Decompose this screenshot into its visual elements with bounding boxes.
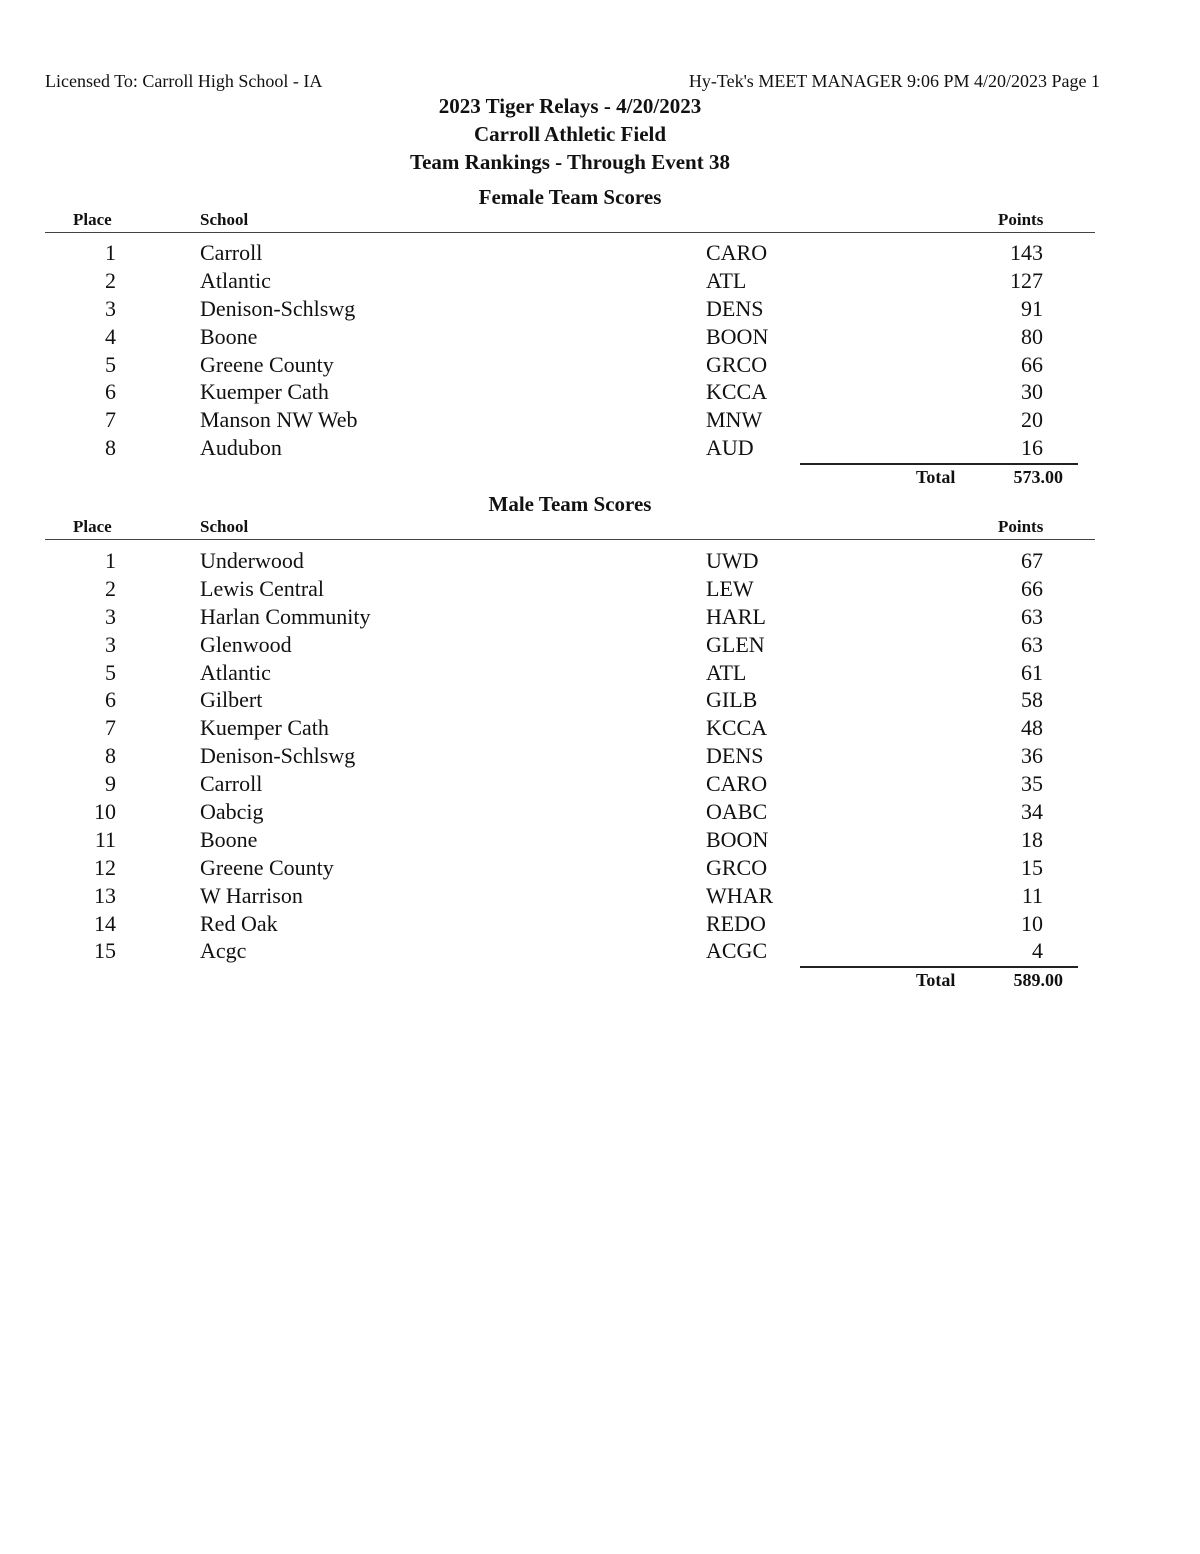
- male-header-rule: [45, 539, 1095, 540]
- code-cell: GRCO: [706, 854, 768, 880]
- points-cell: 143: [1010, 240, 1043, 265]
- female-total-rule: [800, 463, 1078, 465]
- code-cell: KCCA: [706, 379, 768, 405]
- place-cell: 4: [105, 323, 116, 349]
- place-cell: 9: [105, 771, 116, 797]
- male-col-school: School: [200, 517, 249, 536]
- code-cell: GILB: [706, 687, 758, 713]
- code-cell: AUD: [706, 435, 754, 461]
- male-col-points: Points: [998, 517, 1044, 536]
- place-cell: 3: [105, 603, 116, 629]
- female-section-title: Female Team Scores: [478, 185, 662, 209]
- code-cell: MNW: [706, 407, 763, 433]
- points-cell: 127: [1010, 267, 1043, 293]
- school-cell: Acgc: [200, 938, 247, 964]
- code-cell: REDO: [706, 910, 766, 936]
- school-cell: Red Oak: [200, 910, 278, 936]
- points-cell: 48: [1021, 715, 1043, 741]
- software-timestamp-line: Hy-Tek's MEET MANAGER 9:06 PM 4/20/2023 Page 1: [688, 71, 1100, 91]
- points-cell: 30: [1021, 379, 1043, 405]
- school-cell: Audubon: [200, 435, 282, 461]
- code-cell: DENS: [706, 743, 764, 769]
- table-row: [0, 742, 1200, 770]
- school-cell: Boone: [200, 323, 258, 349]
- points-cell: 80: [1021, 323, 1043, 349]
- place-cell: 13: [94, 882, 116, 908]
- code-cell: KCCA: [706, 715, 768, 741]
- male-total-value: 589.00: [1013, 970, 1063, 990]
- code-cell: CARO: [706, 771, 768, 797]
- points-cell: 61: [1021, 659, 1043, 685]
- table-row: [0, 575, 1200, 603]
- place-cell: 1: [105, 240, 116, 265]
- school-cell: Underwood: [200, 548, 304, 573]
- school-cell: Atlantic: [200, 267, 271, 293]
- points-cell: 15: [1021, 854, 1043, 880]
- table-row: [0, 937, 1200, 965]
- points-cell: 18: [1021, 826, 1043, 852]
- table-row: [0, 770, 1200, 798]
- table-row: [0, 434, 1200, 462]
- place-cell: 8: [105, 743, 116, 769]
- points-cell: 35: [1021, 771, 1043, 797]
- female-total-value: 573.00: [1013, 467, 1063, 487]
- place-cell: 8: [105, 435, 116, 461]
- school-cell: Greene County: [200, 854, 334, 880]
- male-rows: [0, 547, 1200, 965]
- school-cell: Lewis Central: [200, 575, 325, 601]
- female-col-school: School: [200, 210, 249, 229]
- school-cell: Denison-Schlswg: [200, 743, 356, 769]
- points-cell: 67: [1021, 548, 1043, 573]
- code-cell: ATL: [706, 659, 747, 685]
- table-row: [0, 603, 1200, 631]
- school-cell: Carroll: [200, 771, 263, 797]
- meet-title: 2023 Tiger Relays - 4/20/2023: [438, 94, 702, 118]
- points-cell: 66: [1021, 575, 1043, 601]
- place-cell: 6: [105, 687, 116, 713]
- male-total-rule: [800, 966, 1078, 968]
- points-cell: 63: [1021, 631, 1043, 657]
- place-cell: 7: [105, 407, 116, 433]
- table-row: [0, 267, 1200, 295]
- venue-title: Carroll Athletic Field: [473, 122, 667, 146]
- code-cell: WHAR: [706, 882, 774, 908]
- school-cell: Kuemper Cath: [200, 379, 329, 405]
- place-cell: 3: [105, 631, 116, 657]
- code-cell: DENS: [706, 295, 764, 321]
- school-cell: Carroll: [200, 240, 263, 265]
- place-cell: 2: [105, 267, 116, 293]
- code-cell: GLEN: [706, 631, 765, 657]
- table-row: [0, 854, 1200, 882]
- school-cell: Kuemper Cath: [200, 715, 329, 741]
- place-cell: 1: [105, 548, 116, 573]
- table-row: [0, 406, 1200, 434]
- table-row: [0, 378, 1200, 406]
- school-cell: Glenwood: [200, 631, 292, 657]
- code-cell: ATL: [706, 267, 747, 293]
- school-cell: Harlan Community: [200, 603, 371, 629]
- table-row: [0, 910, 1200, 938]
- points-cell: 10: [1021, 910, 1043, 936]
- code-cell: GRCO: [706, 351, 768, 377]
- school-cell: Greene County: [200, 351, 334, 377]
- place-cell: 10: [94, 799, 116, 825]
- table-row: [0, 323, 1200, 351]
- place-cell: 14: [94, 910, 116, 936]
- place-cell: 5: [105, 659, 116, 685]
- place-cell: 5: [105, 351, 116, 377]
- code-cell: BOON: [706, 323, 769, 349]
- male-total-label: Total: [916, 970, 956, 990]
- place-cell: 7: [105, 715, 116, 741]
- code-cell: HARL: [706, 603, 766, 629]
- table-row: [0, 686, 1200, 714]
- code-cell: CARO: [706, 240, 768, 265]
- place-cell: 6: [105, 379, 116, 405]
- points-cell: 91: [1021, 295, 1043, 321]
- points-cell: 16: [1021, 435, 1043, 461]
- table-row: [0, 295, 1200, 323]
- points-cell: 63: [1021, 603, 1043, 629]
- code-cell: OABC: [706, 799, 768, 825]
- male-section-title: Male Team Scores: [488, 492, 652, 516]
- code-cell: ACGC: [706, 938, 768, 964]
- table-row: [0, 239, 1200, 267]
- table-row: [0, 798, 1200, 826]
- points-cell: 66: [1021, 351, 1043, 377]
- school-cell: Atlantic: [200, 659, 271, 685]
- table-row: [0, 714, 1200, 742]
- female-total-label: Total: [916, 467, 956, 487]
- report-title-block: [0, 92, 1140, 176]
- female-col-points: Points: [998, 210, 1044, 229]
- points-cell: 36: [1021, 743, 1043, 769]
- school-cell: Gilbert: [200, 687, 263, 713]
- table-row: [0, 351, 1200, 379]
- school-cell: Denison-Schlswg: [200, 295, 356, 321]
- table-row: [0, 826, 1200, 854]
- table-row: [0, 882, 1200, 910]
- code-cell: BOON: [706, 826, 769, 852]
- table-row: [0, 659, 1200, 687]
- female-col-place: Place: [73, 210, 112, 229]
- school-cell: W Harrison: [200, 882, 303, 908]
- place-cell: 12: [94, 854, 116, 880]
- table-row: [0, 631, 1200, 659]
- school-cell: Manson NW Web: [200, 407, 358, 433]
- points-cell: 58: [1021, 687, 1043, 713]
- female-rows: [0, 239, 1200, 462]
- table-row: [0, 547, 1200, 575]
- place-cell: 2: [105, 575, 116, 601]
- code-cell: UWD: [706, 548, 759, 573]
- female-header-rule: [45, 232, 1095, 233]
- report-subtitle: Team Rankings - Through Event 38: [410, 150, 730, 174]
- school-cell: Boone: [200, 826, 258, 852]
- place-cell: 15: [94, 938, 116, 964]
- place-cell: 3: [105, 295, 116, 321]
- points-cell: 34: [1021, 799, 1043, 825]
- points-cell: 11: [1021, 882, 1043, 908]
- place-cell: 11: [94, 826, 116, 852]
- points-cell: 20: [1021, 407, 1043, 433]
- points-cell: 4: [1032, 938, 1043, 964]
- licensed-to: Licensed To: Carroll High School - IA: [45, 71, 323, 91]
- code-cell: LEW: [706, 575, 754, 601]
- school-cell: Oabcig: [200, 799, 264, 825]
- male-col-place: Place: [73, 517, 112, 536]
